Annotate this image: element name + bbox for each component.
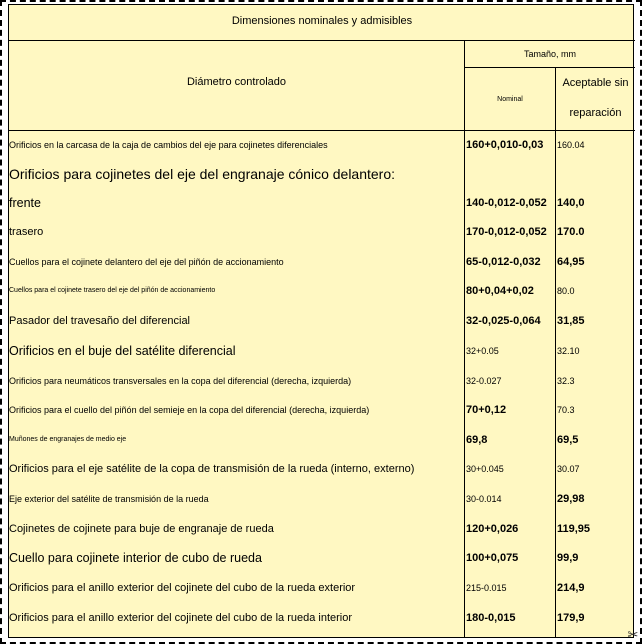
row-6-acceptable: 80.0 xyxy=(557,285,575,296)
row-17-acceptable: 179,9 xyxy=(557,611,585,624)
row-8-acceptable: 32.10 xyxy=(557,345,580,356)
row-11-desc: Muñones de engranajes de medio eje xyxy=(9,436,127,443)
row-9-nominal: 32-0.027 xyxy=(466,375,502,386)
row-14-acceptable: 119,95 xyxy=(557,522,591,535)
row-3-nominal: 140-0,012-0,052 xyxy=(466,196,547,209)
row-4-desc: trasero xyxy=(9,225,44,238)
row-6-nominal: 80+0,04+0,02 xyxy=(466,284,534,297)
row-10-nominal: 70+0,12 xyxy=(466,403,507,416)
row-11-nominal: 69,8 xyxy=(466,433,488,446)
row-2-desc: Orificios para cojinetes del eje del engranaje cónico delantero: xyxy=(9,165,396,182)
header-acceptable-line2: reparación xyxy=(569,107,622,119)
row-15-desc: Cuello para cojinete interior de cubo de rueda xyxy=(9,550,262,565)
row-7-acceptable: 31,85 xyxy=(557,314,585,327)
row-3-desc: frente xyxy=(9,195,41,210)
row-1-nominal: 160+0,010-0,03 xyxy=(466,138,544,151)
row-14-desc: Cojinetes de cojinete para buje de engranaje de rueda xyxy=(9,522,274,535)
row-8-nominal: 32+0.05 xyxy=(466,345,499,356)
row-5-desc: Cuellos para el cojinete delantero del eje del piñón de accionamiento xyxy=(9,256,284,267)
row-6-desc: Cuellos para el cojinete trasero del eje del piñón de accionamiento xyxy=(9,287,216,294)
row-4-acceptable: 170.0 xyxy=(557,225,585,238)
row-13-nominal: 30-0.014 xyxy=(466,493,502,504)
dimensions-table xyxy=(8,4,634,638)
row-11-acceptable: 69,5 xyxy=(557,433,579,446)
row-1-acceptable: 160.04 xyxy=(557,139,585,150)
row-2-acceptable xyxy=(557,159,635,188)
row-17-desc: Orificios para el anillo exterior del cojinete del cubo de la rueda interior xyxy=(9,611,353,624)
row-15-acceptable: 99,9 xyxy=(557,551,579,564)
row-16-acceptable: 214,9 xyxy=(557,581,585,594)
row-17-nominal: 180-0,015 xyxy=(466,611,516,624)
row-9-acceptable: 32.3 xyxy=(557,375,575,386)
header-nominal: Nominal xyxy=(497,95,523,103)
divider xyxy=(555,67,556,637)
row-16-desc: Orificios para el anillo exterior del cojinete del cubo de la rueda exterior xyxy=(9,581,356,594)
row-9-desc: Orificios para neumáticos transversales en la copa del diferencial (derecha, izquierda) xyxy=(9,375,352,386)
row-8-desc: Orificios en el buje del satélite diferencial xyxy=(9,343,236,358)
row-15-nominal: 100+0,075 xyxy=(466,551,519,564)
row-10-desc: Orificios para el cuello del piñón del semieje en la copa del diferencial (derecha, izquierda) xyxy=(9,404,370,415)
row-2-nominal xyxy=(466,159,555,188)
row-4-nominal: 170-0,012-0,052 xyxy=(466,225,547,238)
table-title: Dimensiones nominales y admisibles xyxy=(231,14,413,27)
row-14-nominal: 120+0,026 xyxy=(466,522,519,535)
row-7-nominal: 32-0,025-0,064 xyxy=(466,314,541,327)
row-10-acceptable: 70.3 xyxy=(557,404,575,415)
header-acceptable-line1: Aceptable sin xyxy=(562,77,629,89)
row-5-acceptable: 64,95 xyxy=(557,255,585,268)
row-3-acceptable: 140,0 xyxy=(557,196,585,209)
row-1-desc: Orificios en la carcasa de la caja de cambios del eje para cojinetes diferenciales xyxy=(9,139,328,150)
row-12-acceptable: 30.07 xyxy=(557,463,580,474)
row-13-acceptable: 29,98 xyxy=(557,492,585,505)
row-12-desc: Orificios para el eje satélite de la copa de transmisión de la rueda (interno, externo) xyxy=(9,462,415,475)
crossed-tools-icon: ✂ xyxy=(627,627,639,642)
row-7-desc: Pasador del travesaño del diferencial xyxy=(9,314,191,327)
header-size: Tamaño, mm xyxy=(523,49,576,59)
row-16-nominal: 215-0.015 xyxy=(466,582,507,593)
header-diameter: Diámetro controlado xyxy=(186,76,287,88)
row-12-nominal: 30+0.045 xyxy=(466,463,504,474)
row-5-nominal: 65-0,012-0,032 xyxy=(466,255,541,268)
row-13-desc: Eje exterior del satélite de transmisión de la rueda xyxy=(9,493,209,504)
